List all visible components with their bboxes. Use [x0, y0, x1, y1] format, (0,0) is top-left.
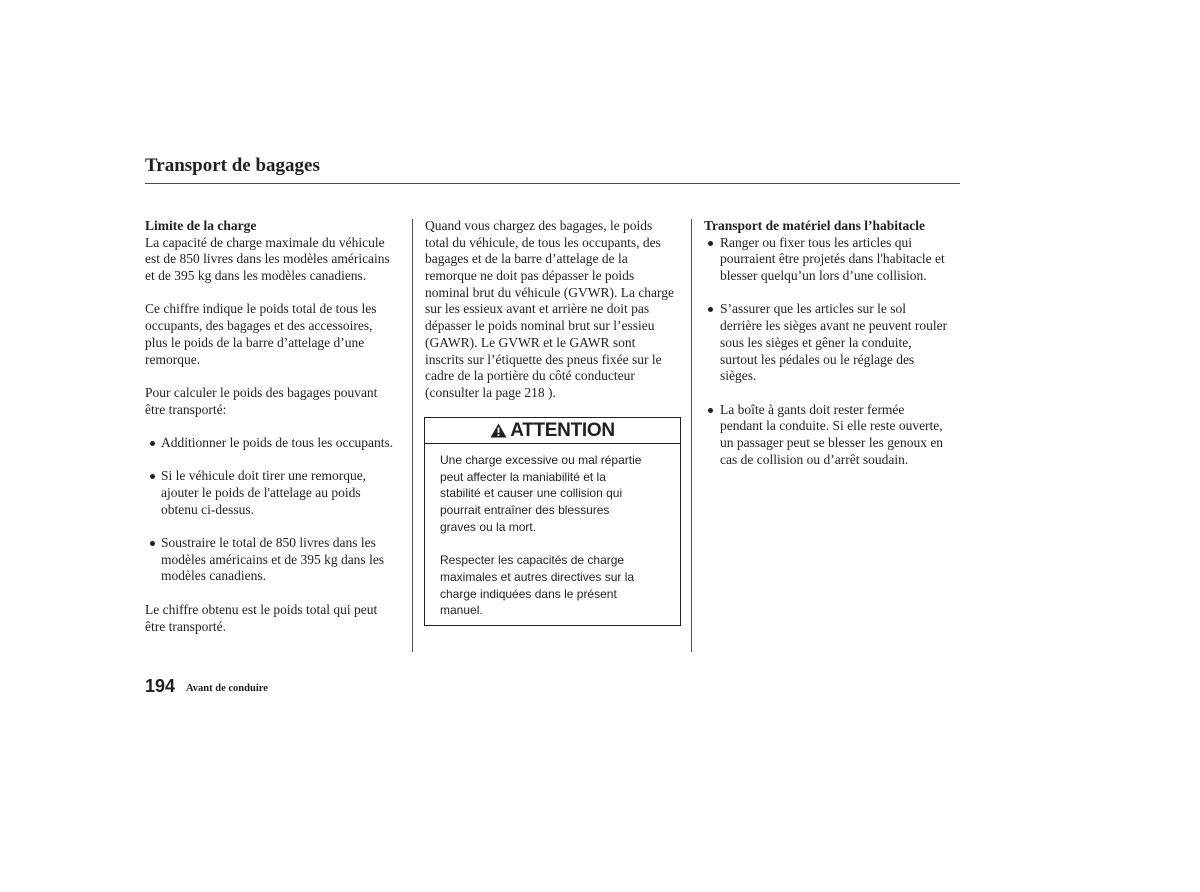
text-line: stabilité et causer une collision qui: [440, 486, 623, 501]
attention-label: ATTENTION: [510, 419, 615, 441]
bullet-item: [145, 535, 393, 585]
bullet-item: [704, 301, 947, 384]
column-middle: [425, 218, 674, 402]
section-heading-cabin-cargo: Transport de matériel dans l’habitacle: [704, 218, 925, 233]
column-left: [145, 218, 393, 635]
text-line: blesser quelqu’un lors d’une collision.: [720, 268, 927, 284]
text-line: (GAWR). Le GVWR et le GAWR sont: [425, 334, 636, 350]
text-line: manuel.: [440, 603, 483, 618]
text-line: pendant la conduite. Si elle reste ouverte,: [720, 418, 943, 434]
text-line: un passager peut se blesser les genoux en: [720, 434, 944, 450]
text-line: derrière les sièges avant ne peuvent rouler: [720, 318, 948, 334]
text-line: charge indiquées dans le présent: [440, 586, 617, 601]
text-line: sièges.: [720, 368, 757, 384]
bullet-item: [145, 468, 393, 518]
text-line: sous les sièges et gêner la conduite,: [720, 334, 912, 350]
text-line: pourraient être projetés dans l'habitacle et: [720, 251, 945, 267]
text-line: S’assurer que les articles sur le sol: [720, 301, 906, 317]
section-name: Avant de conduire: [186, 683, 268, 694]
page-number: 194: [145, 676, 176, 696]
page-title: Transport de bagages: [145, 155, 320, 176]
column-right-body: [704, 235, 947, 469]
text-line: obtenu ci-dessus.: [161, 501, 254, 517]
bullet-marker: [150, 441, 155, 446]
paragraph: [145, 602, 393, 635]
text-line: cas de collision ou d’arrêt soudain.: [720, 451, 909, 467]
text-line: est de 850 livres dans les modèles américains: [145, 251, 390, 267]
text-line: être transporté.: [145, 618, 226, 634]
text-line: remorque.: [145, 351, 201, 367]
bullet-item: [704, 402, 947, 469]
paragraph: [145, 385, 393, 418]
text-line: La boîte à gants doit rester fermée: [720, 401, 905, 417]
text-line: total du véhicule, de tous les occupants, des: [425, 234, 661, 250]
text-line: pourrait entraîner des blessures: [440, 503, 610, 518]
text-line: modèles américains et de 395 kg dans les: [161, 551, 385, 567]
text-line: graves ou la mort.: [440, 519, 537, 534]
bullet-item: [704, 235, 947, 285]
text-line: inscrits sur l’étiquette des pneus fixée sur le: [425, 351, 662, 367]
text-line: Additionner le poids de tous les occupants.: [161, 434, 394, 450]
text-line: être transporté:: [145, 401, 227, 417]
text-line: surtout les pédales ou le réglage des: [720, 351, 915, 367]
text-line: Ranger ou fixer tous les articles qui: [720, 234, 912, 250]
text-line: bagages et de la barre d’attelage de la: [425, 251, 628, 267]
paragraph: [145, 301, 393, 368]
bullet-marker: [708, 307, 713, 312]
column-right: [704, 218, 947, 468]
text-line: modèles canadiens.: [161, 568, 266, 584]
text-line: Soustraire le total de 850 livres dans les: [161, 535, 376, 551]
text-line: Une charge excessive ou mal répartie: [440, 453, 642, 467]
text-line: dépasser le poids nominal brut sur l’essieu: [425, 318, 655, 334]
text-line: et de 395 kg dans les modèles canadiens.: [145, 268, 367, 284]
bullet-item: [145, 435, 393, 452]
attention-warning-box: [424, 417, 681, 626]
column-divider-left: [412, 219, 413, 652]
text-line: cadre de la portière du côté conducteur: [425, 368, 635, 384]
text-line: ajouter le poids de l'attelage au poids: [161, 485, 361, 500]
column-divider-right: [691, 219, 692, 652]
bullet-marker: [150, 474, 155, 479]
bullet-marker: [150, 541, 155, 546]
text-line: Quand vous chargez des bagages, le poids: [425, 218, 653, 233]
text-line: Pour calculer le poids des bagages pouvant: [145, 384, 378, 400]
section-heading-load-limit: Limite de la charge: [145, 218, 257, 233]
column-middle-body: [425, 218, 674, 402]
text-line: maximales et autres directives sur la: [440, 569, 635, 584]
title-rule: [145, 183, 960, 184]
paragraph: [440, 552, 670, 619]
attention-header: [425, 418, 680, 444]
text-line: occupants, des bagages et des accessoires,: [145, 318, 373, 334]
text-line: plus le poids de la barre d’attelage d’une: [145, 334, 365, 350]
text-line: Ce chiffre indique le poids total de tous les: [145, 301, 377, 317]
text-line: Si le véhicule doit tirer une remorque,: [161, 468, 367, 484]
bullet-marker: [708, 241, 713, 246]
paragraph: [145, 235, 393, 285]
paragraph: [425, 218, 674, 402]
text-line: Le chiffre obtenu est le poids total qui peut: [145, 601, 378, 617]
text-line: La capacité de charge maximale du véhicule: [145, 234, 385, 250]
text-line: (consulter la page 218 ).: [425, 384, 556, 400]
text-line: peut affecter la maniabilité et la: [440, 469, 606, 484]
text-line: sur les essieux avant et arrière ne doit pas: [425, 301, 650, 317]
warning-triangle-icon: [490, 423, 507, 438]
paragraph: [440, 452, 670, 535]
attention-body: [425, 444, 680, 619]
bullet-marker: [708, 408, 713, 413]
text-line: remorque ne doit pas dépasser le poids: [425, 268, 635, 284]
text-line: nominal brut du véhicule (GVWR). La charge: [425, 284, 675, 300]
column-left-body: [145, 235, 393, 636]
text-line: Respecter les capacités de charge: [440, 553, 625, 568]
